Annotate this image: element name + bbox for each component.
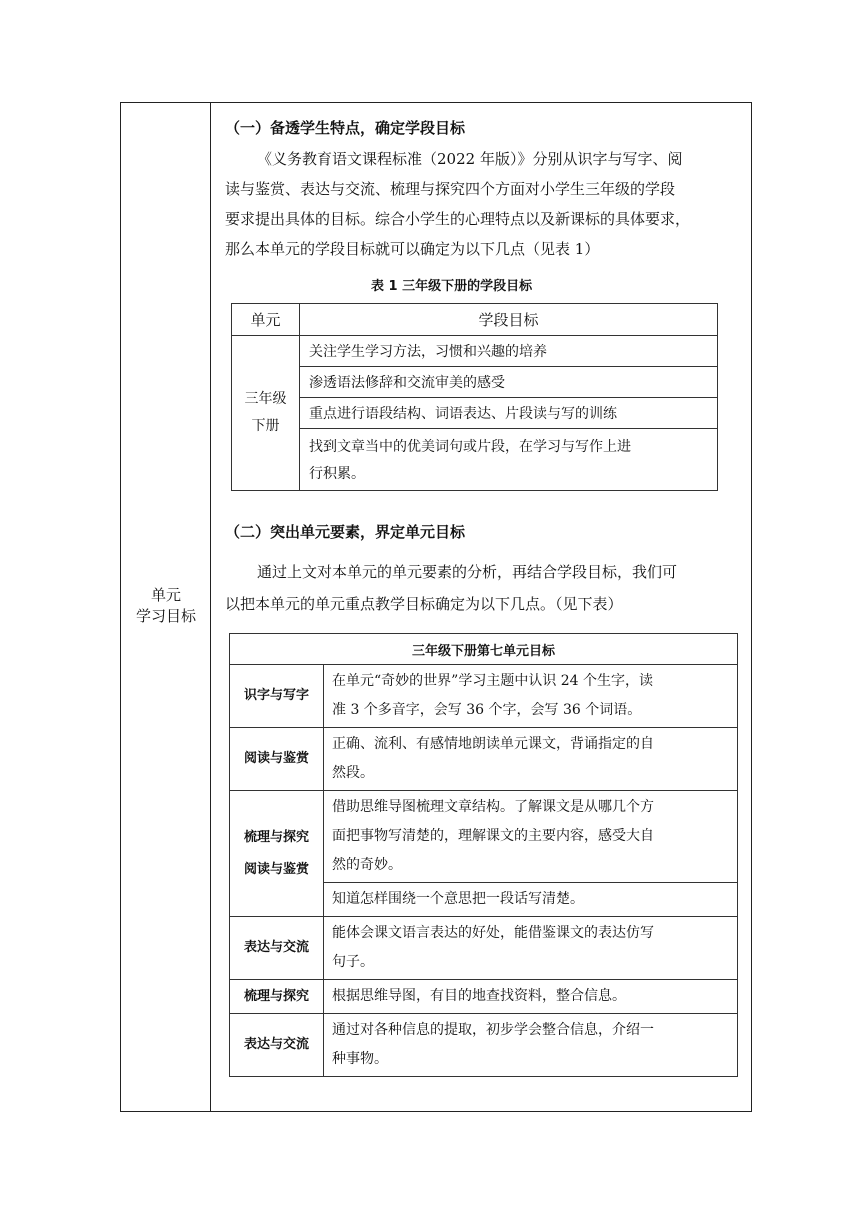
table1-goal-last: [300, 429, 718, 491]
desc-line: 然段。: [332, 765, 374, 781]
section2-para-line: 通过上文对本单元的单元要素的分析，再结合学段目标，我们可: [257, 563, 678, 581]
table1-caption: 表 1 三年级下册的学段目标: [371, 279, 533, 294]
desc-line: 面把事物写清楚的，理解课文的主要内容，感受大自: [332, 828, 654, 844]
table2-title: 三年级下册第七单元目标: [230, 634, 738, 665]
desc-line: 然的奇妙。: [332, 857, 402, 873]
table2-category: 阅读与鉴赏: [230, 728, 324, 791]
section1-heading: （一）备透学生特点，确定学段目标: [225, 119, 466, 137]
desc-line: 准 3 个多音字，会写 36 个字，会写 36 个词语。: [332, 702, 642, 718]
table1-unit-cell: [232, 336, 300, 491]
table2-category: 表达与交流: [230, 1014, 324, 1077]
table1-goal: 渗透语法修辞和交流审美的感受: [300, 367, 718, 398]
unit-goal-label: [121, 585, 211, 627]
desc-line: 能体会课文语言表达的好处，能借鉴课文的表达仿写: [332, 925, 654, 941]
table2-description: [324, 665, 738, 728]
table2-category-merged: [230, 791, 324, 917]
left-label-line1: 单元: [150, 586, 181, 604]
desc-line: 句子。: [332, 954, 374, 970]
table1-header-goal: 学段目标: [300, 304, 718, 336]
table2-description: 根据思维导图，有目的地查找资料，整合信息。: [324, 980, 738, 1014]
left-label-line2: 学习目标: [135, 607, 196, 625]
left-column: [121, 103, 211, 1111]
outer-table: [120, 102, 752, 1112]
table1-goal: 关注学生学习方法，习惯和兴趣的培养: [300, 336, 718, 367]
unit-line1: 三年级: [244, 391, 287, 407]
merged-cat-line: 梳理与探究: [243, 829, 309, 845]
desc-line: 在单元“奇妙的世界”学习主题中认识 24 个生字，读: [332, 673, 654, 689]
table2-category: 识字与写字: [230, 665, 324, 728]
desc-line: 通过对各种信息的提取，初步学会整合信息，介绍一: [332, 1022, 654, 1038]
table2-description: 知道怎样围绕一个意思把一段话写清楚。: [324, 883, 738, 917]
unit-goal-table: [229, 633, 738, 1077]
table2-description: [324, 917, 738, 980]
section1-para-line: 要求提出具体的目标。综合小学生的心理特点以及新课标的具体要求，: [225, 210, 691, 228]
stage-goal-table: [231, 303, 718, 491]
table1-header-unit: 单元: [232, 304, 300, 336]
goal-last-line1: 找到文章当中的优美词句或片段，在学习与写作上进: [309, 438, 631, 455]
table2-category: 表达与交流: [230, 917, 324, 980]
table2-description: [324, 791, 738, 883]
section2-heading: （二）突出单元要素，界定单元目标: [225, 523, 466, 541]
table1-goal: 重点进行语段结构、词语表达、片段读与写的训练: [300, 398, 718, 429]
table2-description: [324, 1014, 738, 1077]
unit-line2: 下册: [251, 418, 280, 434]
table2-category: 梳理与探究: [230, 980, 324, 1014]
section1-para-line: 读与鉴赏、表达与交流、梳理与探究四个方面对小学生三年级的学段: [225, 180, 676, 198]
section2-para-line: 以把本单元的单元重点教学目标确定为以下几点。（见下表）: [225, 595, 623, 613]
desc-line: 借助思维导图梳理文章结构。了解课文是从哪几个方: [332, 799, 654, 815]
desc-line: 正确、流利、有感情地朗读单元课文，背诵指定的自: [332, 736, 654, 752]
merged-cat-line: 阅读与鉴赏: [243, 861, 309, 877]
section1-para-line: 《义务教育语文课程标准（2022 年版）》分别从识字与写字、阅: [257, 150, 683, 168]
goal-last-line2: 行积累。: [309, 465, 365, 482]
section1-para-line: 那么本单元的学段目标就可以确定为以下几点（见表 1）: [225, 240, 600, 258]
table2-description: [324, 728, 738, 791]
desc-line: 种事物。: [332, 1051, 388, 1067]
